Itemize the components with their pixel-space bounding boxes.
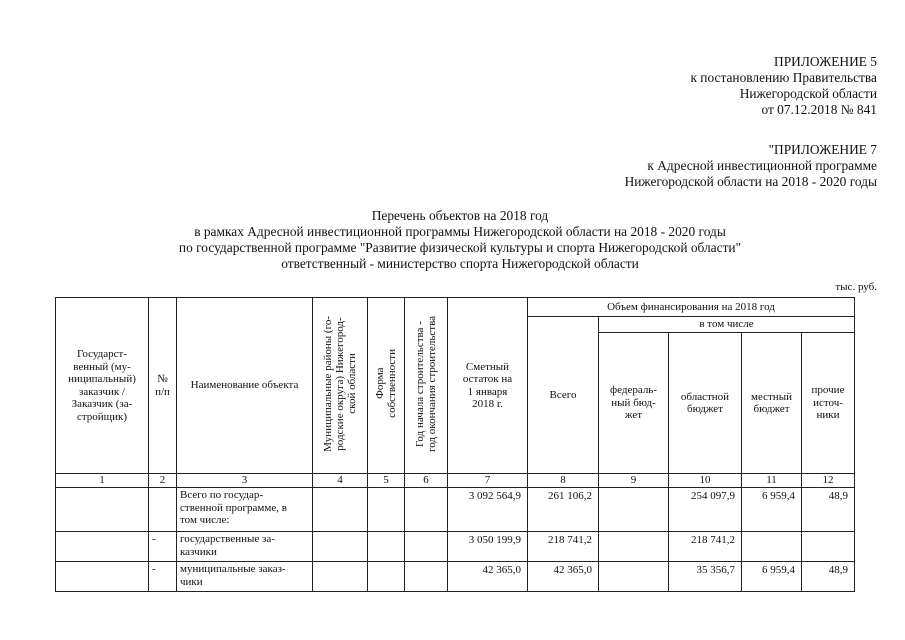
title-line-1: Перечень объектов на 2018 год (371, 208, 549, 223)
table-body (56, 488, 855, 592)
column-number: 6 (405, 474, 448, 488)
table-cell: муниципальные заказ- чики (177, 562, 313, 592)
header-object-name: Наименование объекта (177, 298, 313, 474)
header-construction-years: Год начала строительства - год окончания строительства (405, 298, 448, 474)
appendix-7-header (625, 142, 877, 190)
header-number: № п/п (149, 298, 177, 474)
table-cell: 3 092 564,9 (448, 488, 528, 532)
column-number: 5 (368, 474, 405, 488)
table-cell: государственные за- казчики (177, 532, 313, 562)
table-cell (599, 488, 669, 532)
table-row (56, 562, 855, 592)
header-funding-volume: Объем финансирования на 2018 год (528, 298, 855, 317)
column-numbers-row (56, 474, 855, 488)
appendix-5-line-2: к постановлению Правительства (690, 70, 877, 85)
header-local-budget: местный бюджет (742, 333, 802, 474)
header-other-sources: прочие источ- ники (802, 333, 855, 474)
table-cell (56, 532, 149, 562)
table-cell (802, 532, 855, 562)
table-cell (368, 562, 405, 592)
table-row (56, 532, 855, 562)
column-number: 9 (599, 474, 669, 488)
unit-label: тыс. руб. (835, 281, 877, 293)
column-number: 12 (802, 474, 855, 488)
table-cell (56, 488, 149, 532)
table-cell (599, 532, 669, 562)
table-cell (368, 488, 405, 532)
header-municipality: Муниципальные районы (го- родские округа) Нижегород- ской области (313, 298, 368, 474)
document-title (60, 208, 860, 272)
table-cell: 48,9 (802, 488, 855, 532)
table-cell: 42 365,0 (528, 562, 599, 592)
column-number: 7 (448, 474, 528, 488)
table-cell: 35 356,7 (669, 562, 742, 592)
header-estimated-balance: Сметный остаток на 1 января 2018 г. (448, 298, 528, 474)
header-federal-budget: федераль- ный бюд- жет (599, 333, 669, 474)
title-line-2: в рамках Адресной инвестиционной программы Нижегородской области на 2018 - 2020 годы (194, 224, 726, 239)
table-cell: 261 106,2 (528, 488, 599, 532)
table-cell (599, 562, 669, 592)
table-cell: - (149, 562, 177, 592)
appendix-5-line-3: Нижегородской области (739, 86, 877, 101)
appendix-5-date-number: от 07.12.2018 № 841 (761, 102, 877, 117)
header-including: в том числе (599, 317, 855, 333)
title-line-4: ответственный - министерство спорта Нижегородской области (281, 256, 639, 271)
table-cell: 42 365,0 (448, 562, 528, 592)
header-ownership: Форма собственности (368, 298, 405, 474)
header-total: Всего (528, 317, 599, 474)
table-cell: 3 050 199,9 (448, 532, 528, 562)
table-cell (368, 532, 405, 562)
table-cell (405, 562, 448, 592)
table-cell: 48,9 (802, 562, 855, 592)
objects-table (55, 297, 855, 592)
table-cell: 218 741,2 (528, 532, 599, 562)
appendix-5-title: ПРИЛОЖЕНИЕ 5 (774, 54, 877, 69)
column-number: 1 (56, 474, 149, 488)
table-row (56, 488, 855, 532)
column-number: 2 (149, 474, 177, 488)
table-cell: Всего по государ- ственной программе, в том числе: (177, 488, 313, 532)
column-number: 11 (742, 474, 802, 488)
table-cell (313, 562, 368, 592)
appendix-7-line-3: Нижегородской области на 2018 - 2020 годы (624, 174, 877, 189)
table-cell: 6 959,4 (742, 562, 802, 592)
header-customer: Государст- венный (му- ниципальный) заказчик / Заказчик (за- стройщик) (56, 298, 149, 474)
table-cell: 6 959,4 (742, 488, 802, 532)
table-cell (405, 488, 448, 532)
column-number: 10 (669, 474, 742, 488)
table-cell (313, 488, 368, 532)
table-cell: 254 097,9 (669, 488, 742, 532)
column-number: 8 (528, 474, 599, 488)
table-cell (56, 562, 149, 592)
table-cell (149, 488, 177, 532)
title-line-3: по государственной программе "Развитие физической культуры и спорта Нижегородской области" (178, 240, 742, 255)
column-number: 4 (313, 474, 368, 488)
column-number: 3 (177, 474, 313, 488)
appendix-7-title: "ПРИЛОЖЕНИЕ 7 (768, 142, 877, 157)
appendix-7-line-2: к Адресной инвестиционной программе (647, 158, 877, 173)
table-cell (742, 532, 802, 562)
table-cell: 218 741,2 (669, 532, 742, 562)
appendix-5-header (690, 54, 877, 118)
table-cell (313, 532, 368, 562)
table-cell (405, 532, 448, 562)
table-cell: - (149, 532, 177, 562)
header-regional-budget: областной бюджет (669, 333, 742, 474)
